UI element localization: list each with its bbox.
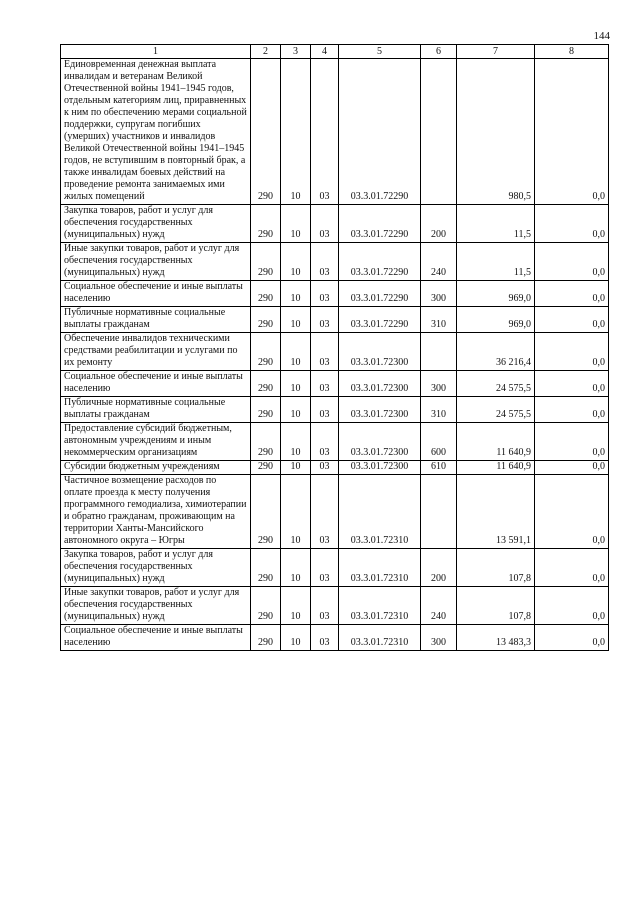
col2-cell: 290 [251,333,281,371]
amount-cell: 36 216,4 [457,333,535,371]
row-name-cell: Социальное обеспечение и иные выплаты населению [61,371,251,397]
code-cell: 03.3.01.72290 [339,59,421,205]
type-cell: 600 [421,423,457,461]
code-cell: 03.3.01.72310 [339,587,421,625]
amount-cell: 0,0 [535,397,609,423]
amount-cell: 969,0 [457,307,535,333]
type-cell: 310 [421,307,457,333]
col2-cell: 290 [251,371,281,397]
col3-cell: 10 [281,333,311,371]
type-cell: 300 [421,371,457,397]
table-row [61,475,609,549]
col2-cell: 290 [251,549,281,587]
amount-cell: 11 640,9 [457,423,535,461]
amount-cell: 107,8 [457,587,535,625]
amount-cell: 0,0 [535,333,609,371]
col2-cell: 290 [251,461,281,475]
table-row [61,243,609,281]
amount-cell: 0,0 [535,423,609,461]
row-name-cell: Обеспечение инвалидов техническими средствами реабилитации и услугами по их ремонту [61,333,251,371]
col4-cell: 03 [311,475,339,549]
table-header-row [61,45,609,59]
table-row [61,423,609,461]
col4-cell: 03 [311,281,339,307]
code-cell: 03.3.01.72300 [339,333,421,371]
type-cell: 310 [421,397,457,423]
col4-cell: 03 [311,371,339,397]
col4-cell: 03 [311,59,339,205]
col2-cell: 290 [251,423,281,461]
amount-cell: 0,0 [535,475,609,549]
amount-cell: 11,5 [457,243,535,281]
type-cell: 200 [421,549,457,587]
code-cell: 03.3.01.72310 [339,549,421,587]
code-cell: 03.3.01.72290 [339,243,421,281]
code-cell: 03.3.01.72310 [339,625,421,651]
table-row [61,371,609,397]
code-cell: 03.3.01.72300 [339,461,421,475]
amount-cell: 0,0 [535,205,609,243]
column-header: 2 [251,45,281,59]
col4-cell: 03 [311,307,339,333]
col4-cell: 03 [311,461,339,475]
amount-cell: 0,0 [535,243,609,281]
col2-cell: 290 [251,397,281,423]
col3-cell: 10 [281,461,311,475]
row-name-cell: Иные закупки товаров, работ и услуг для обеспечения государственных (муниципальных) нужд [61,243,251,281]
col2-cell: 290 [251,281,281,307]
col2-cell: 290 [251,625,281,651]
col3-cell: 10 [281,587,311,625]
table-row [61,59,609,205]
type-cell [421,59,457,205]
table-row [61,307,609,333]
type-cell: 240 [421,243,457,281]
col2-cell: 290 [251,59,281,205]
column-header: 7 [457,45,535,59]
code-cell: 03.3.01.72310 [339,475,421,549]
type-cell: 300 [421,281,457,307]
amount-cell: 0,0 [535,307,609,333]
amount-cell: 24 575,5 [457,397,535,423]
amount-cell: 13 483,3 [457,625,535,651]
table-row [61,625,609,651]
col3-cell: 10 [281,59,311,205]
table-body [61,59,609,651]
row-name-cell: Социальное обеспечение и иные выплаты населению [61,281,251,307]
amount-cell: 0,0 [535,587,609,625]
column-header: 5 [339,45,421,59]
amount-cell: 0,0 [535,371,609,397]
code-cell: 03.3.01.72300 [339,397,421,423]
type-cell: 300 [421,625,457,651]
amount-cell: 11 640,9 [457,461,535,475]
row-name-cell: Публичные нормативные социальные выплаты гражданам [61,307,251,333]
col3-cell: 10 [281,205,311,243]
type-cell [421,333,457,371]
col3-cell: 10 [281,625,311,651]
col3-cell: 10 [281,475,311,549]
col2-cell: 290 [251,205,281,243]
col3-cell: 10 [281,371,311,397]
amount-cell: 13 591,1 [457,475,535,549]
table-row [61,281,609,307]
amount-cell: 0,0 [535,549,609,587]
amount-cell: 969,0 [457,281,535,307]
row-name-cell: Социальное обеспечение и иные выплаты населению [61,625,251,651]
col3-cell: 10 [281,281,311,307]
row-name-cell: Субсидии бюджетным учреждениям [61,461,251,475]
col4-cell: 03 [311,243,339,281]
column-header: 6 [421,45,457,59]
col3-cell: 10 [281,549,311,587]
table-row [61,397,609,423]
table-row [61,549,609,587]
row-name-cell: Публичные нормативные социальные выплаты гражданам [61,397,251,423]
amount-cell: 107,8 [457,549,535,587]
col2-cell: 290 [251,307,281,333]
column-header: 8 [535,45,609,59]
amount-cell: 0,0 [535,625,609,651]
col4-cell: 03 [311,587,339,625]
code-cell: 03.3.01.72290 [339,281,421,307]
col3-cell: 10 [281,243,311,281]
col3-cell: 10 [281,307,311,333]
budget-table [60,44,609,651]
amount-cell: 980,5 [457,59,535,205]
row-name-cell: Предоставление субсидий бюджетным, автономным учреждениям и иным некоммерческим организациям [61,423,251,461]
column-header: 4 [311,45,339,59]
col4-cell: 03 [311,333,339,371]
type-cell: 240 [421,587,457,625]
page-number: 144 [593,30,610,42]
table-row [61,461,609,475]
row-name-cell: Единовременная денежная выплата инвалидам и ветеранам Великой Отечественной войны 1941–1945 годов, отдельным категориям лиц, приравненных к ним по обеспечению мерами социальной поддержки, супругам погибших (умерших) участников и инвалидов Великой Отечественной войны 1941–1945 годов, не вступившим в повторный брак, а также инвалидам боевых действий на проведение ремонта занимаемых ими жилых помещений [61,59,251,205]
table-row [61,205,609,243]
col2-cell: 290 [251,587,281,625]
code-cell: 03.3.01.72300 [339,371,421,397]
amount-cell: 11,5 [457,205,535,243]
col4-cell: 03 [311,423,339,461]
row-name-cell: Частичное возмещение расходов по оплате проезда к месту получения программного гемодиализа, химиотерапии и обратно гражданам, проживающим на территории Ханты-Мансийского автономного округа – Югры [61,475,251,549]
amount-cell: 0,0 [535,461,609,475]
col4-cell: 03 [311,205,339,243]
col4-cell: 03 [311,549,339,587]
column-header: 1 [61,45,251,59]
type-cell: 200 [421,205,457,243]
col4-cell: 03 [311,397,339,423]
col2-cell: 290 [251,243,281,281]
code-cell: 03.3.01.72290 [339,205,421,243]
code-cell: 03.3.01.72300 [339,423,421,461]
type-cell [421,475,457,549]
table-row [61,333,609,371]
col4-cell: 03 [311,625,339,651]
code-cell: 03.3.01.72290 [339,307,421,333]
table-row [61,587,609,625]
col2-cell: 290 [251,475,281,549]
amount-cell: 0,0 [535,59,609,205]
type-cell: 610 [421,461,457,475]
col3-cell: 10 [281,397,311,423]
row-name-cell: Закупка товаров, работ и услуг для обеспечения государственных (муниципальных) нужд [61,205,251,243]
row-name-cell: Иные закупки товаров, работ и услуг для обеспечения государственных (муниципальных) нужд [61,587,251,625]
col3-cell: 10 [281,423,311,461]
row-name-cell: Закупка товаров, работ и услуг для обеспечения государственных (муниципальных) нужд [61,549,251,587]
amount-cell: 0,0 [535,281,609,307]
amount-cell: 24 575,5 [457,371,535,397]
column-header: 3 [281,45,311,59]
